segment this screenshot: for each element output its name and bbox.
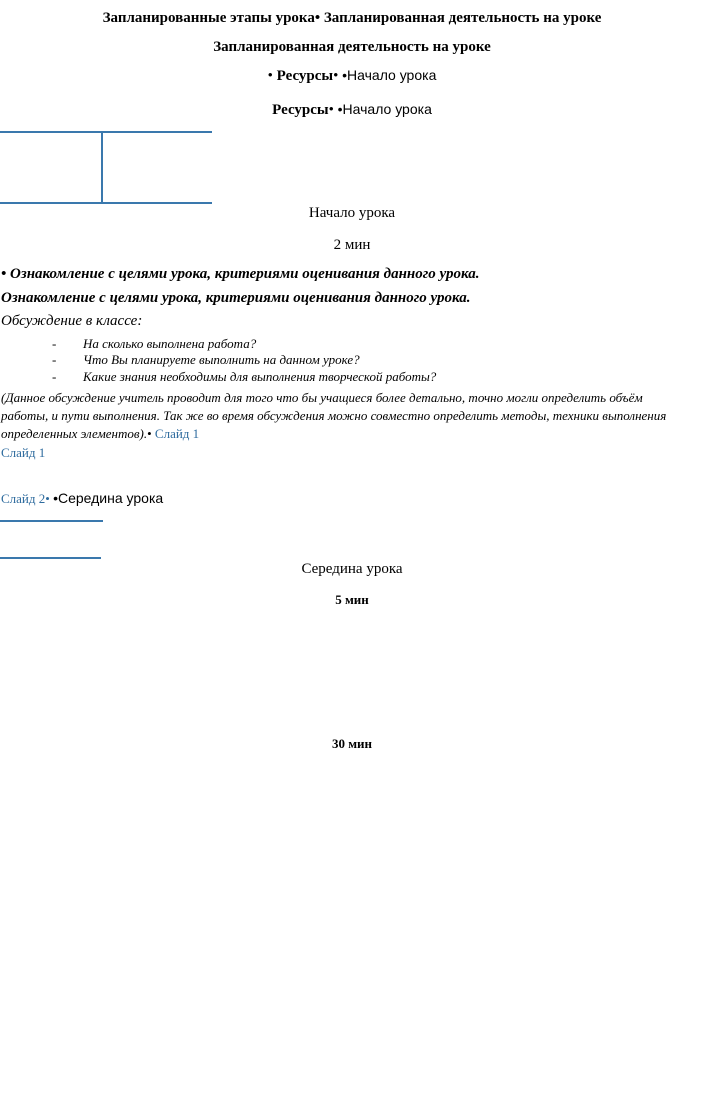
activity-heading-bulleted [1, 266, 479, 283]
divider-line [0, 557, 101, 559]
list-item: Какие знания необходимы для выполнения творческой работы? [83, 369, 437, 384]
slide-2-link[interactable]: Слайд 2 [1, 491, 46, 506]
stage-start-duration: 2 мин [333, 237, 371, 253]
header-line-2: Запланированная деятельность на уроке [213, 39, 491, 55]
bullet-icon: • [328, 102, 334, 118]
bullet-icon: • [314, 10, 321, 26]
header-line-4 [0, 101, 704, 119]
resources-label: Ресурсы [272, 102, 329, 118]
bullet-icon: • [147, 426, 152, 441]
discussion-label: Обсуждение в классе: [1, 313, 143, 329]
table-border-vertical [101, 131, 103, 203]
stage-middle-duration-long: 30 мин [331, 736, 373, 751]
stage-middle-title: Середина урока [301, 561, 403, 577]
activity-heading-text: Ознакомление с целями урока, критериями оценивания данного урока. [10, 266, 480, 282]
header-stages-text: Запланированные этапы урока [102, 10, 315, 26]
header-line-3 [0, 67, 704, 85]
activity-heading: Ознакомление с целями урока, критериями оценивания данного урока. [1, 290, 471, 306]
bullet-icon: • [342, 67, 348, 83]
slide-1-link[interactable]: Слайд 1 [1, 445, 46, 460]
table-border-top [0, 131, 212, 133]
note-line [1, 425, 701, 443]
resources-label: Ресурсы [276, 68, 334, 84]
note-line-text: определенных элементов). [1, 426, 148, 441]
teacher-note [1, 389, 701, 443]
bullet-icon: • [45, 491, 50, 506]
bullet-icon: • [337, 101, 343, 117]
note-line: (Данное обсуждение учитель проводит для того что бы учащиеся более детально, точно могли определить объём [1, 390, 643, 405]
stage-start-title: Начало урока [308, 205, 396, 221]
list-dash: - [52, 336, 57, 351]
table-border-bottom [0, 202, 212, 204]
start-label: Начало урока [347, 67, 437, 83]
start-label: Начало урока [342, 101, 432, 117]
header-activity-text: Запланированная деятельность на уроке [320, 10, 602, 26]
middle-label: Середина урока [57, 490, 164, 506]
list-item: На сколько выполнена работа? [83, 336, 257, 351]
divider-line [0, 520, 103, 522]
stage-middle-duration: 5 мин [335, 592, 369, 607]
bullet-icon: • [333, 68, 339, 84]
slide-1-link-inline[interactable]: Слайд 1 [154, 426, 200, 441]
list-item: Что Вы планируете выполнить на данном уроке? [83, 352, 360, 367]
bullet-icon: • [267, 68, 273, 84]
bullet-icon: • [1, 266, 7, 282]
header-line-1 [0, 10, 704, 27]
list-dash: - [52, 352, 57, 367]
list-dash: - [52, 369, 57, 384]
bullet-icon: • [53, 490, 58, 506]
note-line: работы, и пути выполнения. Так же во время обсуждения можно совместно определить методы, техники выполнения [1, 408, 667, 423]
slide-2-line [1, 490, 163, 507]
